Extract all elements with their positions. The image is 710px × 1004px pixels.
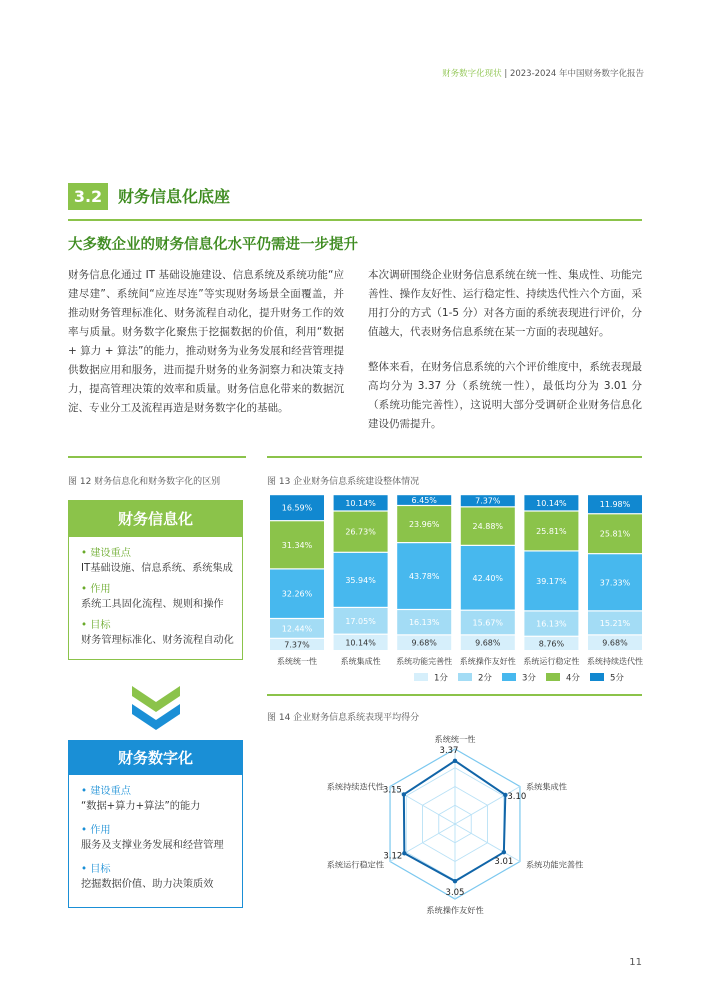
data-label: 39.17% — [536, 576, 567, 586]
data-label: 17.05% — [345, 616, 376, 626]
radar-axis-label: 系统集成性 — [525, 781, 567, 792]
role-label: • 作用 — [81, 584, 111, 595]
radar-point — [453, 879, 457, 883]
data-label: 8.76% — [538, 639, 565, 649]
data-label: 10.14% — [536, 498, 567, 508]
data-label: 16.13% — [408, 618, 440, 628]
key-focus-label: • 建设重点 — [81, 786, 131, 797]
right-paragraph-2: 整体来看，在财务信息系统的六个评价维度中，系统表现最高均分为 3.37 分（系统统一性），最低均分为 3.01 分（系统功能完善性），这说明大部分受调研企业财务信息化建设仍需提升。 — [368, 361, 642, 430]
data-label: 9.68% — [602, 638, 628, 648]
data-label: 7.37% — [475, 496, 501, 506]
data-label: 7.37% — [284, 640, 310, 650]
radar-value-label: 3.15 — [382, 785, 402, 796]
card-title: 财务数字化 — [69, 741, 242, 775]
legend-swatch — [458, 673, 472, 681]
legend-label: 4分 — [566, 673, 580, 684]
data-label: 23.96% — [408, 520, 440, 530]
header-report-title: 2023-2024 年中国财务数字化报告 — [509, 69, 644, 79]
page-number: 11 — [629, 957, 642, 968]
stacked-bar-chart — [262, 492, 646, 686]
data-label: 9.68% — [411, 638, 437, 648]
fig13-caption: 图 13 企业财务信息系统建设整体情况 — [267, 477, 420, 487]
fig13-top-rule — [267, 456, 642, 458]
data-label: 31.34% — [281, 540, 313, 550]
category-tick-label: 系统功能完善性 — [396, 657, 453, 666]
role-label: • 作用 — [81, 825, 111, 836]
goal-label: • 目标 — [81, 620, 111, 631]
data-label: 26.73% — [345, 527, 376, 537]
page-header — [442, 67, 644, 79]
radar-value-label: 3.05 — [445, 888, 465, 899]
role-value: 服务及支撑业务发展和经营管理 — [81, 840, 224, 851]
radar-axis-label: 系统持续迭代性 — [326, 781, 385, 792]
key-focus-value: IT基础设施、信息系统、系统集成 — [81, 563, 233, 574]
data-label: 15.21% — [599, 618, 631, 628]
data-label: 16.13% — [536, 619, 567, 629]
radar-value-label: 3.10 — [507, 791, 527, 802]
radar-point — [453, 759, 457, 763]
data-label: 11.98% — [599, 500, 631, 510]
data-label: 32.26% — [281, 589, 313, 599]
legend-swatch — [414, 673, 428, 681]
category-tick-label: 系统持续迭代性 — [587, 657, 643, 666]
card-title: 财务信息化 — [69, 501, 242, 537]
subsection-title: 大多数企业的财务信息化水平仍需进一步提升 — [68, 237, 358, 253]
legend-label: 5分 — [610, 673, 624, 684]
right-paragraph-1: 本次调研围绕企业财务信息系统在统一性、集成性、功能完善性、操作友好性、运行稳定性、持续迭代性六个方面，采用打分的方式（1-5 分）对各方面的系统表现进行评价，分值越大，代表财务信息系统在某一方面的表现越好。 — [368, 269, 642, 338]
radar-value-label: 3.37 — [439, 745, 459, 756]
data-label: 25.81% — [536, 526, 567, 536]
radar-point — [502, 850, 506, 854]
radar-axis-label: 系统运行稳定性 — [326, 859, 385, 870]
chevron-down-icon — [128, 686, 184, 732]
data-label: 10.14% — [345, 498, 376, 508]
card-body — [69, 537, 242, 648]
data-label: 25.81% — [599, 529, 631, 539]
data-label: 10.14% — [345, 638, 376, 648]
role-value: 系统工具固化流程、规则和操作 — [81, 599, 224, 610]
radar-value-label: 3.12 — [383, 851, 403, 862]
header-section: 财务数字化现状 — [442, 69, 502, 79]
legend-label: 3分 — [522, 673, 536, 684]
fig12-caption: 图 12 财务信息化和财务数字化的区别 — [68, 477, 221, 487]
legend-label: 1分 — [434, 673, 448, 684]
data-label: 37.33% — [599, 578, 631, 588]
radar-axis-label: 系统功能完善性 — [525, 859, 584, 870]
radar-axis-label: 系统统一性 — [434, 734, 476, 744]
data-label: 43.78% — [408, 572, 440, 582]
key-focus-value: “数据+算力+算法”的能力 — [81, 801, 201, 812]
radar-value-label: 3.01 — [494, 857, 514, 868]
category-tick-label: 系统操作友好性 — [459, 657, 516, 666]
goal-value: 财务管理标准化、财务流程自动化 — [81, 635, 234, 646]
data-label: 16.59% — [281, 503, 313, 513]
legend-swatch — [546, 673, 560, 681]
radar-axis-label: 系统操作友好性 — [426, 905, 484, 915]
key-focus-label: • 建设重点 — [81, 548, 131, 559]
data-label: 24.88% — [472, 522, 504, 532]
finance-digitalization-card — [68, 740, 243, 908]
data-label: 42.40% — [472, 573, 504, 583]
radar-chart — [300, 722, 610, 932]
data-label: 15.67% — [472, 618, 504, 628]
radar-point — [402, 792, 406, 796]
legend-label: 2分 — [478, 673, 492, 684]
data-label: 9.68% — [475, 638, 501, 648]
finance-informatization-card — [68, 500, 243, 660]
goal-value: 挖掘数据价值、助力决策质效 — [81, 879, 214, 890]
data-label: 35.94% — [345, 575, 376, 585]
legend-swatch — [502, 673, 516, 681]
section-divider — [68, 219, 642, 221]
header-separator: | — [504, 69, 508, 79]
category-tick-label: 系统集成性 — [340, 657, 381, 666]
card-body — [69, 775, 242, 892]
data-label: 12.44% — [281, 624, 313, 634]
category-tick-label: 系统统一性 — [277, 657, 317, 666]
data-label: 6.45% — [411, 496, 437, 506]
left-paragraph: 财务信息化通过 IT 基础设施建设、信息系统及系统功能“应建尽建”、系统间“应连尽连”等实现财务场景全面覆盖，并推动财务管理标准化、财务流程自动化，提升财务工作的效率与质量。财务数字化聚焦于挖掘数据的价值，利用“数据 + 算力 + 算法”的能力，推动财务为业务发展和经营管理提供数据应用和服务，进而提升财务的业务洞察力和决策支持力，提高管理决策的效率和质量。财务信息化带来的数据沉淀、专业分工及流程再造是财务数字化的基础。 — [68, 269, 344, 414]
radar-point — [402, 851, 406, 855]
fig14-top-rule — [267, 694, 642, 696]
section-number: 3.2 — [68, 183, 108, 210]
goal-label: • 目标 — [81, 864, 111, 875]
legend-swatch — [590, 673, 604, 681]
category-tick-label: 系统运行稳定性 — [523, 657, 580, 666]
fig14-caption: 图 14 企业财务信息系统表现平均得分 — [267, 713, 420, 723]
fig12-top-rule — [68, 456, 246, 458]
section-title: 财务信息化底座 — [118, 187, 231, 206]
